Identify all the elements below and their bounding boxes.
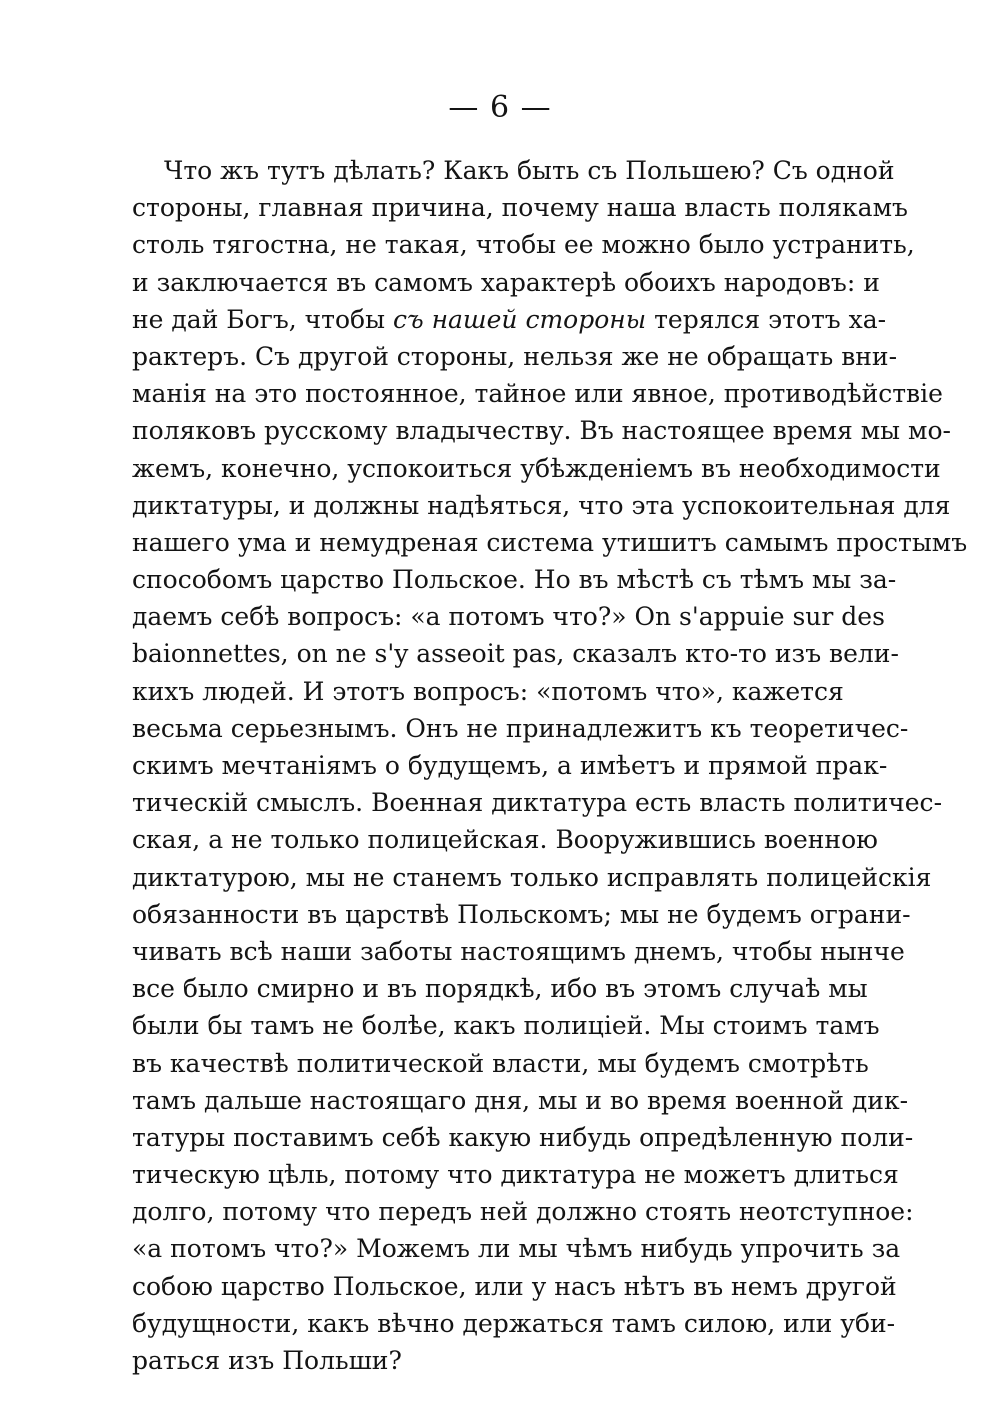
text-line: даемъ себѣ вопросъ: «а потомъ что?» On s'appuie sur des	[132, 602, 885, 632]
text-line: все было смирно и въ порядкѣ, ибо въ этомъ случаѣ мы	[132, 974, 868, 1004]
text-segment: терялся этотъ ха-	[654, 304, 887, 334]
text-line: «а потомъ что?» Можемъ ли мы чѣмъ нибудь упрочить за	[132, 1234, 901, 1264]
text-segment: не дай Богъ, чтобы	[132, 304, 385, 334]
text-line: способомъ царство Польское. Но въ мѣстѣ съ тѣмъ мы за-	[132, 565, 897, 595]
text-line: диктатуры, и должны надѣяться, что эта успокоительная для	[132, 490, 951, 520]
text-line: манія на это постоянное, тайное или явное, противодѣйствіе	[132, 379, 943, 409]
text-line: раться изъ Польши?	[132, 1346, 402, 1375]
text-line: тамъ дальше настоящаго дня, мы и во время военной дик-	[132, 1085, 909, 1115]
text-line: стороны, главная причина, почему наша власть полякамъ	[132, 193, 908, 223]
text-line: обязанности въ царствѣ Польскомъ; мы не будемъ ограни-	[132, 899, 911, 929]
text-line: поляковъ русскому владычеству. Въ настоящее время мы мо-	[132, 416, 951, 446]
text-line: собою царство Польское, или у насъ нѣтъ въ немъ другой	[132, 1271, 897, 1301]
text-line: рактеръ. Съ другой стороны, нельзя же не обращать вни-	[132, 341, 898, 371]
text-line: были бы тамъ не болѣе, какъ полиціей. Мы стоимъ тамъ	[132, 1011, 880, 1041]
text-line: кихъ людей. И этотъ вопросъ: «потомъ что», кажется	[132, 676, 844, 706]
text-line	[132, 301, 887, 338]
page-number: — 6 —	[448, 90, 552, 125]
text-line: диктатурою, мы не станемъ только исправлять полицейскія	[132, 862, 932, 892]
text-line: будущности, какъ вѣчно держаться тамъ силою, или уби-	[132, 1308, 896, 1338]
text-line: долго, потому что передъ ней должно стоять неотступное:	[132, 1197, 914, 1227]
text-line: жемъ, конечно, успокоиться убѣжденіемъ въ необходимости	[132, 453, 941, 483]
text-line: ская, а не только полицейская. Вооружившись военною	[132, 825, 878, 855]
text-line: весьма серьезнымъ. Онъ не принадлежитъ къ теоретичес-	[132, 713, 909, 743]
text-line: татуры поставимъ себѣ какую нибудь опредѣленную поли-	[132, 1122, 914, 1152]
text-line: скимъ мечтаніямъ о будущемъ, а имѣетъ и прямой прак-	[132, 751, 888, 780]
body-paragraph	[132, 152, 968, 1379]
text-line: baionnettes, on ne s'y asseoit pas, сказалъ кто-то изъ вели-	[132, 639, 899, 669]
text-line: Что жъ тутъ дѣлать? Какъ быть съ Польшею? Съ одной	[164, 156, 895, 185]
text-line: нашего ума и немудреная система утишитъ самымъ простымъ	[132, 527, 968, 557]
text-line: въ качествѣ политической власти, мы будемъ смотрѣть	[132, 1048, 869, 1078]
text-line: столь тягостна, не такая, чтобы ее можно было устранить,	[132, 230, 915, 260]
italic-phrase: съ нашей стороны	[392, 304, 647, 334]
text-line: чивать всѣ наши заботы настоящимъ днемъ, чтобы нынче	[132, 936, 905, 966]
text-line: и заключается въ самомъ характерѣ обоихъ народовъ: и	[132, 267, 880, 297]
text-line: тическій смыслъ. Военная диктатура есть власть политичес-	[132, 788, 943, 818]
text-line: тическую цѣль, потому что диктатура не можетъ длиться	[132, 1160, 899, 1190]
